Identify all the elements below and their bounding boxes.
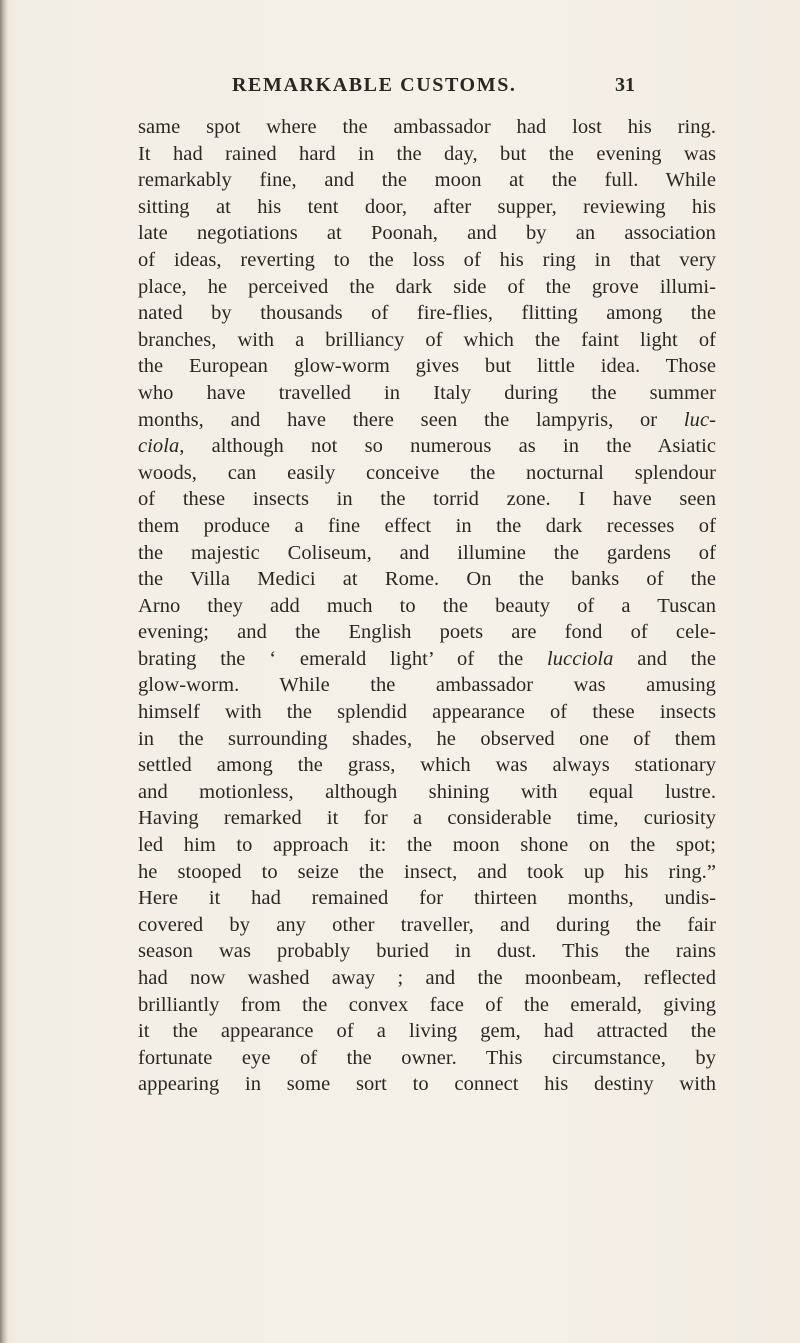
text-line (138, 912, 716, 939)
text-run: it the appearance of a living gem, had attracted the (138, 1020, 716, 1043)
page-number: 31 (615, 74, 635, 96)
text-run: brilliantly from the convex face of the emerald, giving (138, 993, 716, 1016)
text-line (138, 859, 716, 886)
running-head (0, 74, 800, 104)
text-line (138, 1018, 716, 1045)
text-run: Here it had remained for thirteen months, undis- (138, 887, 716, 910)
text-line (138, 1045, 716, 1072)
text-line (138, 752, 716, 779)
text-line (138, 460, 716, 487)
text-run: them produce a fine effect in the dark recesses of (138, 514, 716, 537)
text-run: settled among the grass, which was always stationary (138, 754, 716, 777)
text-line (138, 247, 716, 274)
text-run: appearing in some sort to connect his destiny with (138, 1073, 716, 1096)
text-line (138, 407, 716, 434)
text-line (138, 726, 716, 753)
text-line (138, 965, 716, 992)
text-run: place, he perceived the dark side of the grove illumi- (138, 275, 716, 298)
text-run: , although not so numerous as in the Asiatic (179, 435, 716, 458)
text-run: and motionless, although shining with equal lustre. (138, 780, 716, 803)
text-run: woods, can easily conceive the nocturnal splendour (138, 461, 716, 484)
text-run: and the (613, 647, 716, 670)
text-run: the European glow-worm gives but little idea. Those (138, 355, 716, 378)
text-run: of these insects in the torrid zone. I have seen (138, 488, 716, 511)
text-run: of ideas, reverting to the loss of his ring in that very (138, 248, 716, 271)
text-line (138, 327, 716, 354)
text-run: sitting at his tent door, after supper, reviewing his (138, 195, 716, 218)
text-line (138, 992, 716, 1019)
text-line (138, 114, 716, 141)
text-line (138, 380, 716, 407)
text-run: the Villa Medici at Rome. On the banks of the (138, 568, 716, 591)
text-line (138, 167, 716, 194)
text-line (138, 593, 716, 620)
text-run: led him to approach it: the moon shone on the spot; (138, 834, 716, 857)
text-line (138, 433, 716, 460)
text-run: Having remarked it for a considerable time, curiosity (138, 807, 716, 830)
text-line (138, 672, 716, 699)
text-run: glow-worm. While the ambassador was amusing (138, 674, 716, 697)
italic-text: lucciola (547, 647, 614, 670)
text-run: himself with the splendid appearance of these insects (138, 701, 716, 724)
text-run: brating the ‘ emerald light’ of the (138, 647, 548, 670)
running-title: REMARKABLE CUSTOMS. (232, 74, 517, 96)
text-line (138, 566, 716, 593)
text-run: in the surrounding shades, he observed one of them (138, 727, 716, 750)
text-line (138, 619, 716, 646)
text-line (138, 1071, 716, 1098)
text-line (138, 832, 716, 859)
text-line (138, 194, 716, 221)
text-run: same spot where the ambassador had lost his ring. (138, 116, 716, 138)
text-run: fortunate eye of the owner. This circumstance, by (138, 1046, 716, 1069)
text-run: covered by any other traveller, and during the fair (138, 913, 716, 936)
text-line (138, 220, 716, 247)
text-line (138, 938, 716, 965)
text-run: Arno they add much to the beauty of a Tuscan (138, 594, 716, 617)
text-line (138, 513, 716, 540)
text-run: remarkably fine, and the moon at the full. While (138, 169, 716, 192)
text-run: nated by thousands of fire-flies, flitting among the (138, 302, 716, 325)
text-run: season was probably buried in dust. This the rains (138, 940, 716, 963)
italic-text: luc- (683, 408, 716, 431)
text-run: the majestic Coliseum, and illumine the gardens of (138, 541, 716, 564)
text-line (138, 141, 716, 168)
text-line (138, 300, 716, 327)
text-run: evening; and the English poets are fond of cele- (138, 621, 716, 644)
text-run: he stooped to seize the insect, and took up his ring.” (138, 860, 716, 883)
text-run: late negotiations at Poonah, and by an association (138, 222, 716, 245)
text-run: months, and have there seen the lampyris, or (138, 408, 684, 431)
page-gutter-shadow (0, 0, 8, 1343)
text-line (138, 274, 716, 301)
text-run: branches, with a brilliancy of which the faint light of (138, 328, 716, 351)
text-line (138, 699, 716, 726)
text-run: had now washed away ; and the moonbeam, reflected (138, 967, 716, 989)
text-line (138, 885, 716, 912)
italic-text: ciola (138, 435, 180, 458)
body-text (138, 114, 716, 1098)
text-line (138, 486, 716, 513)
text-run: who have travelled in Italy during the summer (138, 381, 716, 404)
text-line (138, 646, 716, 673)
text-line (138, 805, 716, 832)
text-line (138, 540, 716, 567)
text-line (138, 779, 716, 806)
text-run: It had rained hard in the day, but the evening was (138, 142, 716, 165)
text-line (138, 353, 716, 380)
